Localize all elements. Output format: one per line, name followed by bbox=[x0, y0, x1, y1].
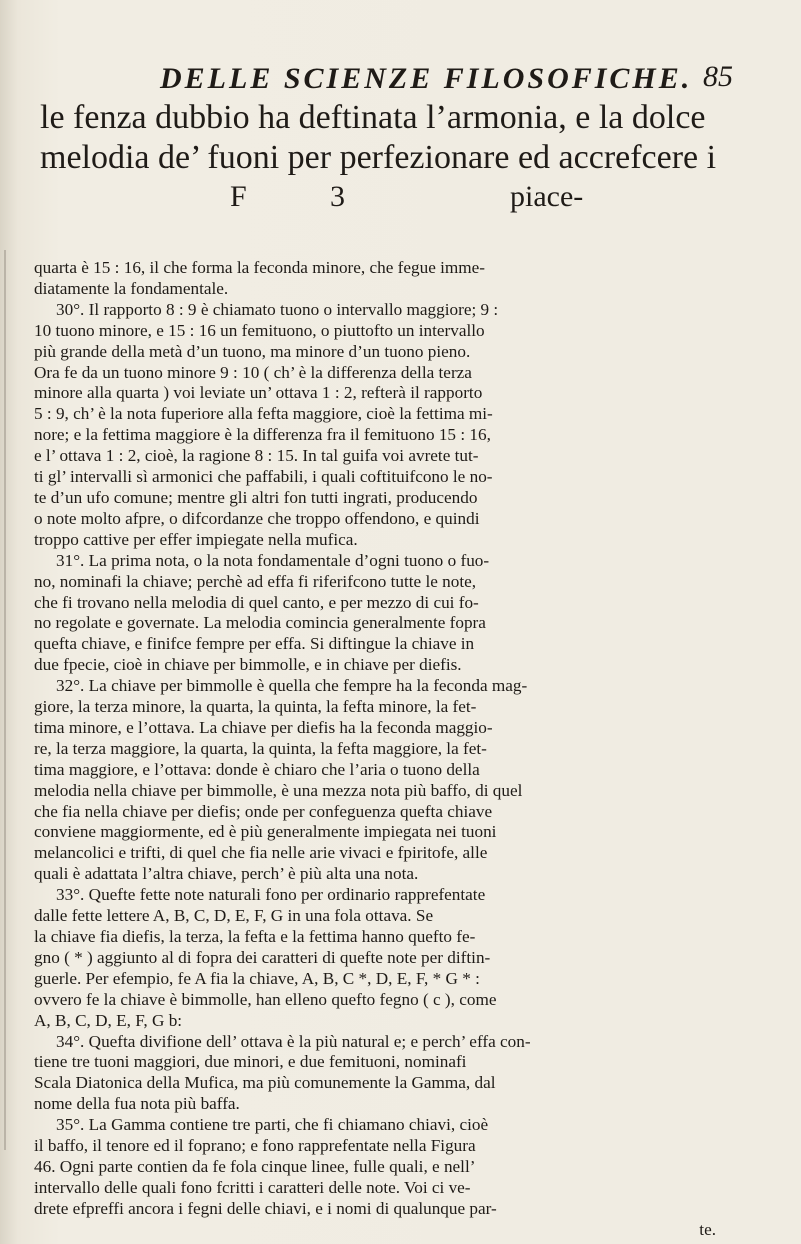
text-line: più grande della metà d’un tuono, ma minore d’un tuono pieno. bbox=[34, 341, 471, 361]
body-text bbox=[34, 258, 746, 1241]
text-line: minore alla quarta ) voi leviate un’ ottava 1 : 2, refterà il rapporto bbox=[34, 383, 483, 403]
text-line: 10 tuono minore, e 15 : 16 un femituono, o piuttofto un intervallo bbox=[34, 320, 485, 340]
running-head bbox=[0, 56, 801, 96]
text-line: 46. Ogni parte contien da fe fola cinque linee, fulle quali, e nell’ bbox=[34, 1156, 476, 1176]
text-line: tima maggiore, e l’ottava: donde è chiaro che l’aria o tuono della bbox=[34, 759, 480, 779]
running-title: DELLE SCIENZE FILOSOFICHE. bbox=[160, 62, 693, 95]
text-line: il baffo, il tenore ed il foprano; e fono rapprefentate nella Figura bbox=[34, 1136, 476, 1156]
text-line: due fpecie, cioè in chiave per bimmolle, e in chiave per diefis. bbox=[34, 655, 462, 675]
text-line: re, la terza maggiore, la quarta, la quinta, la fefta maggiore, la fet- bbox=[34, 738, 487, 758]
text-line: tiene tre tuoni maggiori, due minori, e due femituoni, nominafi bbox=[34, 1052, 467, 1072]
text-line: ovvero fe la chiave è bimmolle, han elleno quefto fegno ( c ), come bbox=[34, 989, 497, 1009]
text-line: nome della fua nota più baffa. bbox=[34, 1094, 240, 1114]
text-line: diatamente la fondamentale. bbox=[34, 278, 229, 298]
text-line: o note molto afpre, o difcordanze che troppo offendono, e quindi bbox=[34, 508, 480, 528]
text-line: tima minore, e l’ottava. La chiave per diefis ha la feconda maggio- bbox=[34, 717, 493, 737]
text-line: te. bbox=[699, 1219, 716, 1239]
text-line: A, B, C, D, E, F, G b: bbox=[34, 1010, 183, 1030]
text-line: drete efpreffi ancora i fegni delle chiavi, e i nomi di qualunque par- bbox=[34, 1198, 497, 1218]
text-line: gno ( * ) aggiunto al di fopra dei caratteri di quefte note per diftin- bbox=[34, 947, 491, 967]
text-line: te d’un ufo comune; mentre gli altri fon tutti ingrati, producendo bbox=[34, 487, 478, 507]
text-line: Ora fe da un tuono minore 9 : 10 ( ch’ è la differenza della terza bbox=[34, 362, 472, 382]
text-line: e l’ ottava 1 : 2, cioè, la ragione 8 : 15. In tal guifa voi avrete tut- bbox=[34, 446, 479, 466]
catchword: piace- bbox=[510, 180, 584, 213]
text-line: Scala Diatonica della Mufica, ma più comunemente la Gamma, dal bbox=[34, 1073, 496, 1093]
text-line: quarta è 15 : 16, il che forma la feconda minore, che fegue imme- bbox=[34, 258, 485, 277]
text-line: guerle. Per efempio, fe A fia la chiave, A, B, C *, D, E, F, * G * : bbox=[34, 968, 480, 988]
text-line: 35°. La Gamma contiene tre parti, che fi chiamano chiavi, cioè bbox=[56, 1115, 489, 1135]
text-line: quefta chiave, e finifce fempre per effa. Si diftingue la chiave in bbox=[34, 634, 475, 654]
text-line: troppo cattive per effer impiegate nella mufica. bbox=[34, 529, 358, 549]
text-line: nore; e la fettima maggiore è la differenza fra il femituono 15 : 16, bbox=[34, 425, 491, 445]
text-line: ti gl’ intervalli sì armonici che paffabili, i quali coftituifcono le no- bbox=[34, 467, 493, 487]
text-line: melancolici e trifti, di quel che fia nelle arie vivaci e fpiritofe, alle bbox=[34, 843, 488, 863]
lead-line: melodia de’ fuoni per perfezionare ed accrefcere i bbox=[40, 139, 717, 176]
text-line: dalle fette lettere A, B, C, D, E, F, G in una fola ottava. Se bbox=[34, 906, 434, 926]
lead-paragraph bbox=[40, 98, 740, 178]
text-line: 31°. La prima nota, o la nota fondamentale d’ogni tuono o fuo- bbox=[56, 550, 490, 570]
text-line: intervallo delle quali fono fcritti i caratteri delle note. Voi ci ve- bbox=[34, 1177, 471, 1197]
text-line: giore, la terza minore, la quarta, la quinta, la fefta minore, la fet- bbox=[34, 697, 477, 717]
text-line: melodia nella chiave per bimmolle, è una mezza nota più baffo, di quel bbox=[34, 780, 523, 800]
signature-mark: F bbox=[230, 180, 247, 213]
lead-line: le fenza dubbio ha deftinata l’armonia, e la dolce bbox=[40, 99, 706, 136]
text-line: 5 : 9, ch’ è la nota fuperiore alla fefta maggiore, cioè la fettima mi- bbox=[34, 404, 493, 424]
text-line: 33°. Quefte fette note naturali fono per ordinario rapprefentate bbox=[56, 885, 486, 905]
text-line: 32°. La chiave per bimmolle è quella che fempre ha la feconda mag- bbox=[56, 676, 528, 696]
text-line: quali è adattata l’altra chiave, perch’ è più alta una nota. bbox=[34, 864, 419, 884]
signature-line bbox=[40, 178, 740, 218]
signature-number: 3 bbox=[330, 180, 345, 213]
text-line: no, nominafi la chiave; perchè ad effa fi riferifcono tutte le note, bbox=[34, 571, 477, 591]
text-line: no regolate e governate. La melodia comincia generalmente fopra bbox=[34, 613, 486, 633]
binding-gutter bbox=[4, 250, 20, 1150]
text-line: 34°. Quefta divifione dell’ ottava è la più natural e; e perch’ effa con- bbox=[56, 1031, 531, 1051]
text-line: la chiave fia diefis, la terza, la fefta e la fettima hanno quefto fe- bbox=[34, 927, 476, 946]
text-line: 30°. Il rapporto 8 : 9 è chiamato tuono o intervallo maggiore; 9 : bbox=[56, 299, 499, 319]
page-number: 85 bbox=[703, 60, 733, 93]
text-line: conviene maggiormente, ed è più generalmente impiegata nei tuoni bbox=[34, 822, 497, 842]
text-line: che fi trovano nella melodia di quel canto, e per mezzo di cui fo- bbox=[34, 592, 479, 612]
text-line: che fia nella chiave per diefis; onde per confeguenza quefta chiave bbox=[34, 801, 493, 821]
